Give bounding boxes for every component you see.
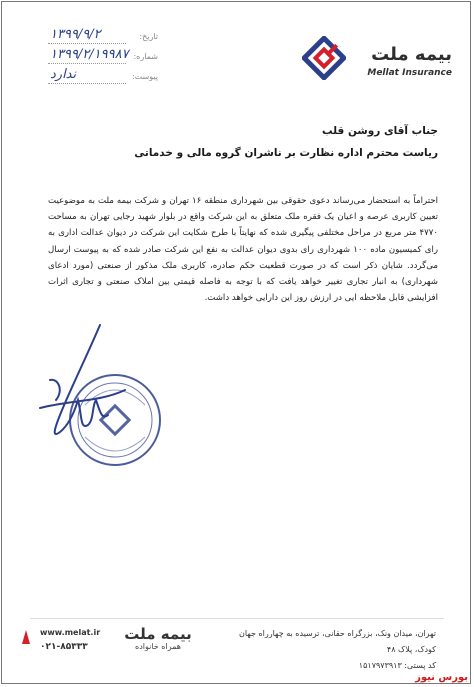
attachment-label: پیوست: (131, 72, 158, 81)
addressee-name: جناب آقای روشن قلب (322, 125, 438, 137)
letter-meta (48, 28, 158, 88)
addressee-title: ریاست محترم اداره نظارت بر ناشران گروه مالی و خدماتی (134, 147, 438, 159)
attachment-line (48, 83, 126, 84)
footer-tagline: همراه خانواده (135, 642, 181, 651)
company-logo (302, 36, 452, 86)
footer-brand: بیمه ملت (124, 625, 192, 643)
footer-phone: ۰۲۱-۸۵۳۳۳ (40, 642, 88, 652)
attachment-value: ندارد (50, 67, 77, 82)
date-value: ۱۳۹۹/۹/۲ (50, 27, 101, 42)
number-line (48, 63, 126, 64)
footer-postal-code: کد پستی: ۱۵۱۷۹۷۳۹۱۳ (358, 661, 436, 670)
footer-divider (30, 618, 444, 619)
footer-contact (40, 628, 120, 652)
addressee (38, 120, 438, 164)
watermark: بورس نیوز (415, 672, 468, 683)
date-row (48, 28, 158, 48)
logo-name-fa: بیمه ملت (371, 44, 452, 65)
letter-body: احتراماً به استحضار می‌رساند دعوی حقوقی بین شهرداری منطقه ۱۶ تهران و شرکت بیمه ملت به موضوعیت تعیین کاربری عرصه و اعیان یک فقره ملک متعلق به این شرکت واقع در بلوار شهید رجایی تهران به مساحت ۴۷۷۰ متر مربع در مراحل مختلفی پیگیری شده که نهایتاً با طرح شکایت این شرکت در دیوان عدالت اداری به رای کمیسیون ماده ۱۰۰ شهرداری رای بدوی دیوان عدالت به نفع این شرکت صادر شده که به پیوست ارسال می‌گردد. شایان ذکر است که در صورت قطعیت حکم صادره، کاربری ملک مذکور از صنعتی (مورد ادعای شهرداری) به انبار تجاری تغییر خواهد یافت که با توجه به فاصله قیمتی بین املاک صنعتی و تجاری اثرات افزایشی قابل ملاحظه ایی در ارزش روز این دارایی خواهد داشت. (48, 196, 438, 304)
attachment-row (48, 68, 158, 88)
number-label: شماره: (133, 52, 158, 61)
logo-name-en: Mellat Insurance (367, 68, 452, 78)
number-row (48, 48, 158, 68)
number-value: ۱۳۹۹/۲/۱۹۹۸۷ (50, 47, 129, 62)
footer-address-line: تهران، میدان ونک، بزرگراه حقانی، ترسیده به چهارراه جهان کودک، پلاک ۴۸ (238, 629, 436, 654)
company-stamp-icon (60, 365, 170, 475)
footer-accent-icon (20, 628, 32, 646)
footer-address (236, 626, 436, 674)
mellat-logo-icon (302, 36, 346, 80)
footer-website: www.melat.ir (40, 628, 101, 637)
footer-brand-block (118, 626, 198, 651)
date-label: تاریخ: (139, 32, 158, 41)
date-line (48, 43, 126, 44)
